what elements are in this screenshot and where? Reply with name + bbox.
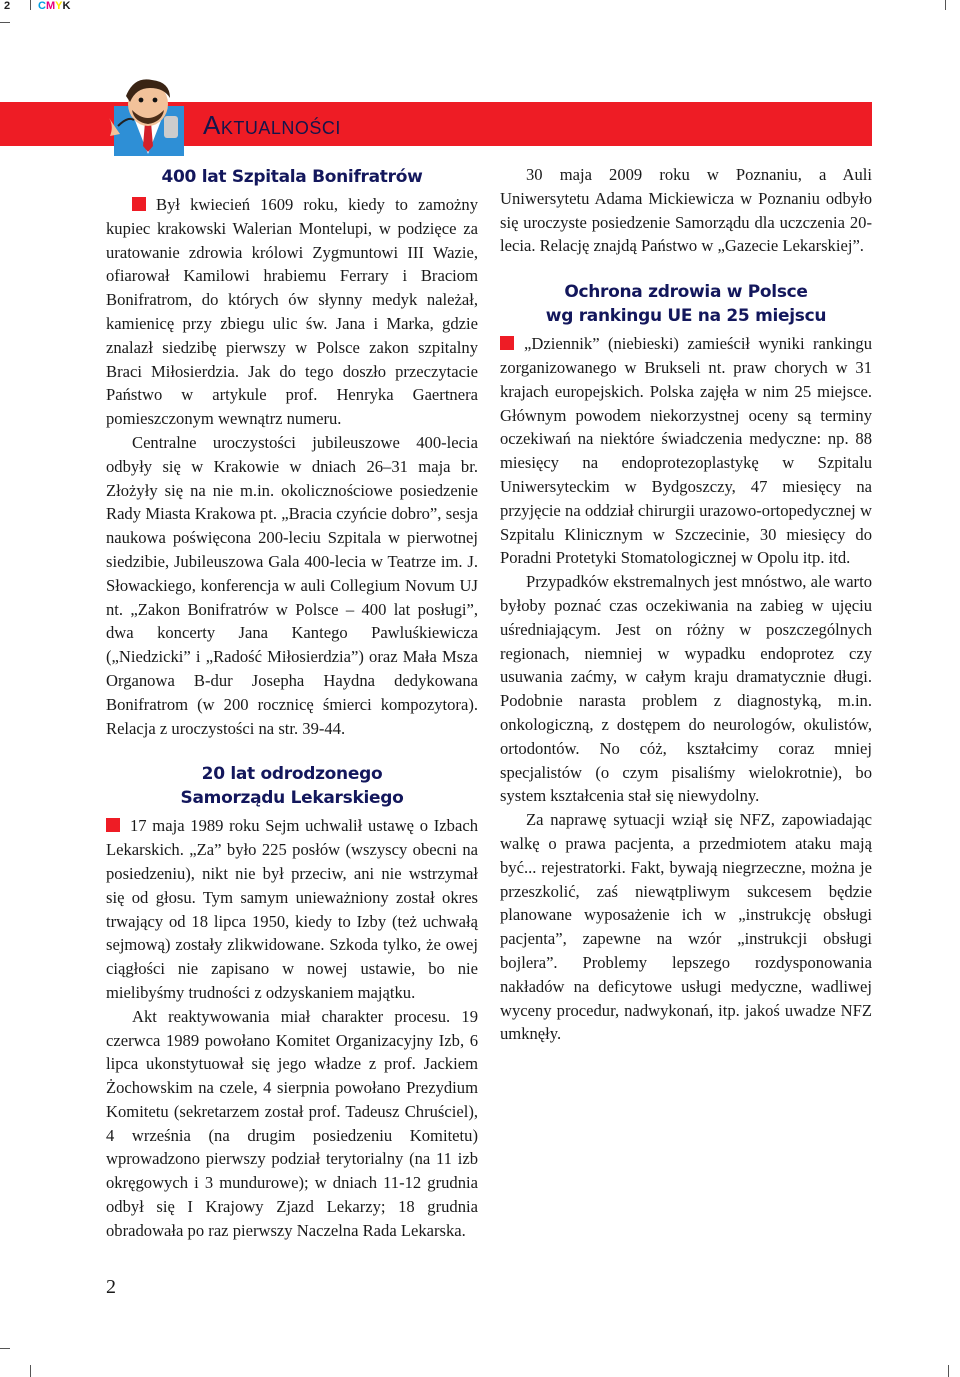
- page-number: 2: [106, 1276, 116, 1298]
- cmyk-letter-m: M: [45, 0, 56, 12]
- crop-mark-top-mid: [30, 0, 31, 10]
- article-szpital-paragraph-2: Centralne uroczystości jubileuszowe 400-lecia odbyły się w Krakowie w dniach 26–31 maja br. Złożyły się na nie m.in. okolicznościowe posiedzenie Rady Miasta Krakowa pt. „Bracia czyńcie dobro”, sesja naukowa poświęcona 200-leciu Szpitala w pierwotnej siedzibie, Jubileuszowa Gala 400-lecia w Teatrze im. J. Słowackiego, konferencja w auli Collegium Novum UJ nt. „Zakon Bonifratrów w Polsce – 400 lat posługi”, dwa koncerty Jana Kantego Pawluśkiewicza („Niedzicki” i „Radość Miłosierdzia”) oraz Mała Msza Organowa B-dur Josepha Haydna dedykowana Bonifratrom (w 200 rocznicę śmierci kompozytora). Relacja z uroczystości na str. 39-44.: [106, 432, 478, 738]
- crop-mark-bottom-left: [0, 1348, 10, 1349]
- crop-mark-bottom-mid: [30, 1365, 31, 1377]
- article-ranking-paragraph-2: Przypadków ekstremalnych jest mnóstwo, ale warto byłoby poznać czas oczekiwania na zabieg w ujęciu uśredniającym. Jest on różny w poszczególnych regionach, niemniej w wypadku endoprotez czy usuwania zaćmy, w całym kraju dramatycznie długi. Podobnie narasta problem z diagnostyką, m.in. onkologiczną, z dostępem do neurologów, okulistów, ortodontów. No cóż, kształcimy coraz mniej specjalistów (o czym pisaliśmy wielokrotnie), bo system kształcenia stał się niewydolny.: [500, 572, 872, 806]
- cmyk-mark: [38, 0, 70, 12]
- crop-mark-top-right: [945, 0, 946, 10]
- article-samorzad-paragraph-2: Akt reaktywowania miał charakter procesu. 19 czerwca 1989 powołano Komitet Organizacyjny Izb, 6 lipca ukonstytuował się jego władze z prof. Jackiem Żochowskim na czele, 4 sierpnia powołano Prezydium Komitetu (sekretarzem został prof. Tadeusz Chruściel), 4 września (na drugim posiedzeniu Komitetu) wprowadzono pierwszy podział terytorialny (na 11 izb okręgowych i 3 mundurowe); w dniach 11-12 grudnia odbył się I Krajowy Zjazd Lekarzy; 18 grudnia obradowała po raz pierwszy Naczelna Rada Lekarska.: [106, 1006, 478, 1240]
- article-title-samorzad: 20 lat odrodzonego Samorządu Lekarskiego: [180, 764, 404, 809]
- cartoon-doctor-icon: [104, 76, 192, 156]
- left-column: [106, 163, 478, 1243]
- article-samorzad-paragraph-1: 17 maja 1989 roku Sejm uchwalił ustawę o Izbach Lekarskich. „Za” było 225 posłów (wszyscy obecni na posiedzeniu), nikt nie był przeciw, ani nie wstrzymał się od głosu. Tym samym unieważniony został okres trwający od 18 lipca 1950, kiedy to Izby (też uchwałą sejmową) zostały zlikwidowane. Szkoda tylko, że owej ciągłości nie zapisano w nowej ustawie, bo nie mielibyśmy trudności z odzyskaniem majątku.: [106, 816, 478, 1002]
- article-szpital-paragraph-1: Był kwiecień 1609 roku, kiedy to zamożny kupiec krakowski Walerian Montelupi, w podzięce za uratowanie zdrowia królowi Zygmuntowi III Wazie, ofiarował Kamilowi hrabiemu Ferrary i Braciom Bonifratrom, do których ów słynny medyk należał, kamienicę przy zbiegu ulic św. Jana i Marka, gdzie znalazł siedzibę pierwszy w Polsce zakon szpitalny Braci Miłosierdzia. Jak do tego doszło przeczytacie Państwo w artykule prof. Henryka Gaertnera pomieszczonym wewnątrz numeru.: [106, 195, 478, 429]
- section-title: Aktualności: [203, 110, 341, 140]
- article-samorzad-paragraph-3: 30 maja 2009 roku w Poznaniu, a Auli Uniwersytetu Adama Mickiewicza w Poznaniu odbyło się uroczyste posiedzenie Samorządu dla uczczenia 20-lecia. Relację znajdą Państwo w „Gazecie Lekarskiej”.: [500, 165, 872, 256]
- red-square-bullet-icon: [106, 818, 120, 832]
- crop-mark-top-left: [0, 22, 10, 23]
- red-square-bullet-icon: [132, 197, 146, 211]
- cmyk-letter-c: C: [38, 0, 46, 12]
- red-square-bullet-icon: [500, 336, 514, 350]
- article-ranking-paragraph-1: „Dziennik” (niebieski) zamieścił wyniki rankingu zorganizowanego w Brukseli nt. praw chorych w 31 krajach europejskich. Polska zajęła w nim 25 miejsce. Głównym powodem niekorzystnej oceny są terminy oczekiwań na niektóre świadczenia medyczne: np. 88 miesięcy na endoprotezoplastykę w Szpitalu Uniwersyteckim w Bydgoszczy, 47 miesięcy na przyjęcie na oddział chirurgii urazowo-ortopedycznej w Szpitalu Klinicznym w Szczecinie, 30 miesięcy do Poradni Protetyki Stomatologicznej w Opolu itp. itd.: [500, 334, 872, 568]
- right-column: [500, 163, 872, 1046]
- article-ranking-paragraph-3: Za naprawę sytuacji wziął się NFZ, zapowiadając walkę o prawa pacjenta, a przedmiotem ataku mają być... rejestratorki. Fakt, bywają niegrzeczne, można je przeszkolić, zaś niewątpliwym sukcesem będzie planowane wyposażenie ich w „instrukcję obsługi pacjenta”, zapewne na wzór „instrukcji obsługi bojlera”. Problemy lepszego rozdysponowania nakładów na deficytowe usługi medyczne, wadliwej wyceny procedur, nadwykonań, itp. jakoś uwadze NFZ umknęły.: [500, 810, 872, 1044]
- crop-mark-bottom-right: [948, 1365, 949, 1377]
- cmyk-letter-y: Y: [55, 0, 63, 12]
- article-title-szpital: 400 lat Szpitala Bonifratrów: [161, 167, 423, 187]
- article-title-ranking: Ochrona zdrowia w Polsce wg rankingu UE na 25 miejscu: [545, 282, 827, 327]
- cmyk-letter-k: K: [62, 0, 71, 12]
- page-number-top: 2: [4, 0, 11, 12]
